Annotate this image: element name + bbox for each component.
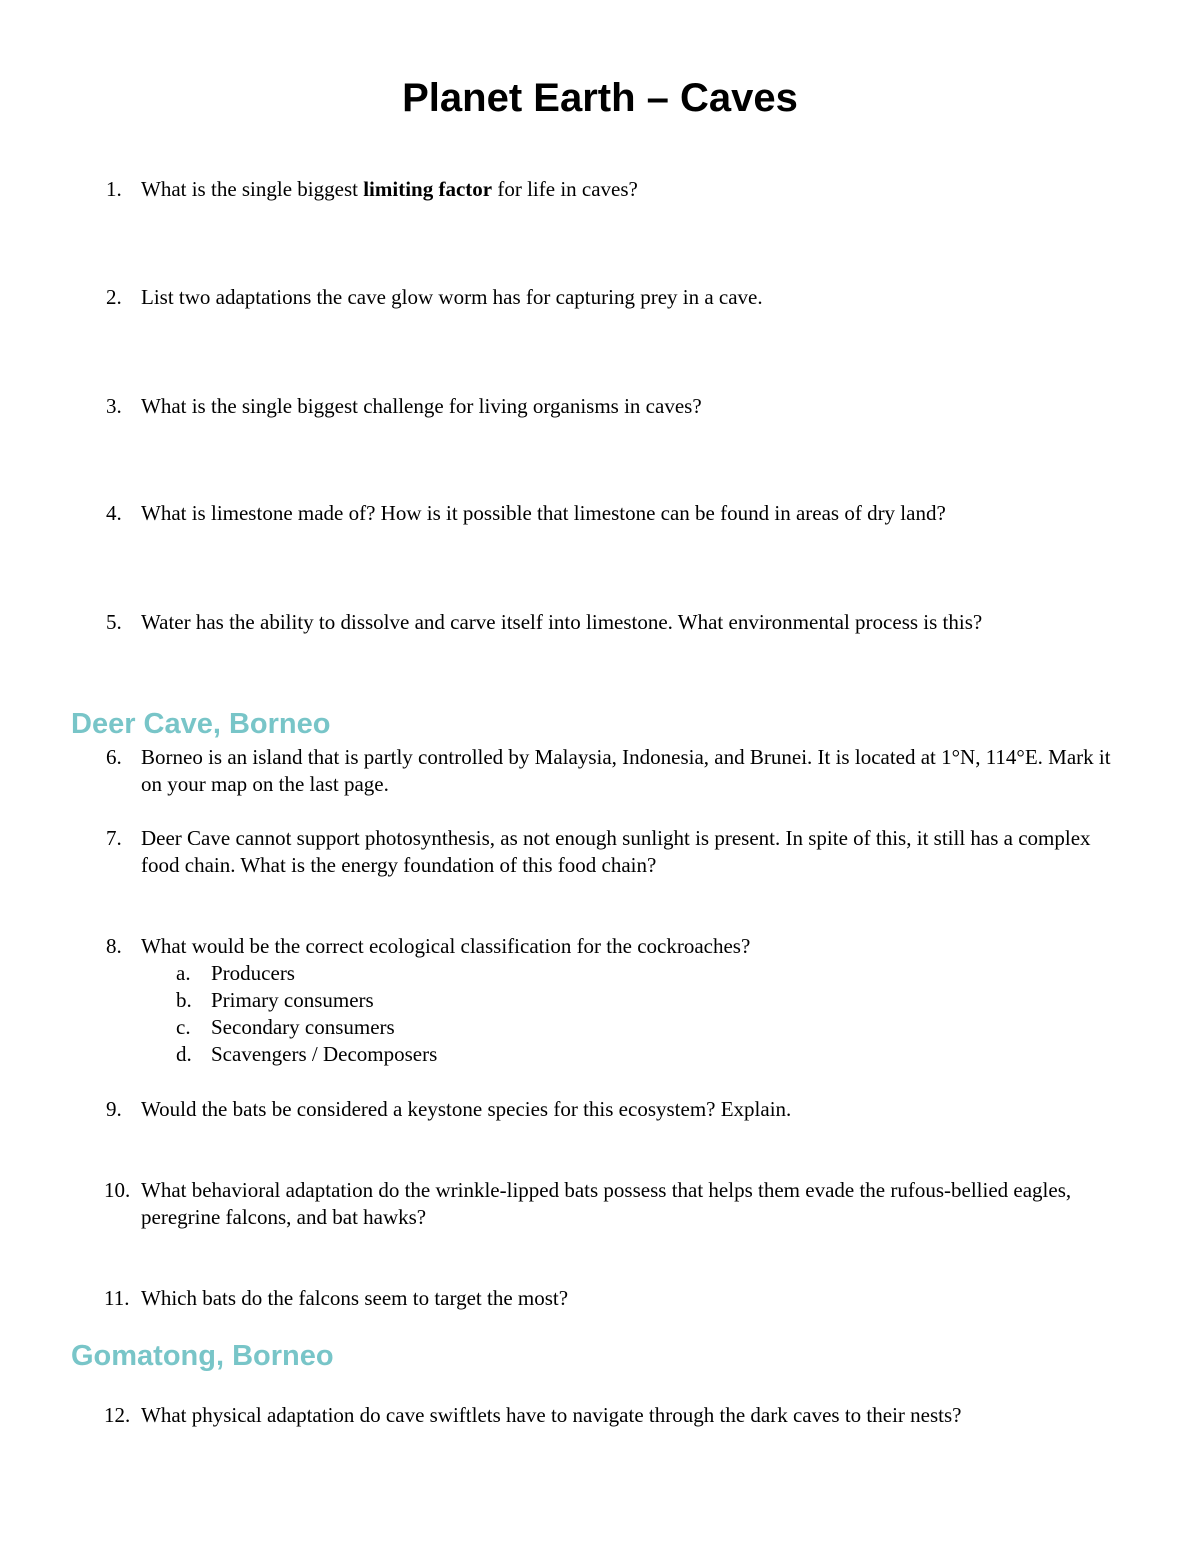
question-text: Which bats do the falcons seem to target the most? — [141, 1286, 569, 1310]
option-text: Scavengers / Decomposers — [211, 1042, 438, 1066]
question-number: 8. — [106, 934, 122, 958]
question-7 — [104, 825, 1134, 879]
section-heading-deer-cave: Deer Cave, Borneo — [71, 708, 331, 740]
question-text: List two adaptations the cave glow worm has for capturing prey in a cave. — [141, 285, 763, 309]
question-text: What is limestone made of? How is it possible that limestone can be found in areas of dry land? — [141, 501, 946, 525]
question-2 — [104, 284, 1134, 311]
question-text — [141, 176, 1134, 203]
question-text: What would be the correct ecological classification for the cockroaches? — [141, 934, 751, 958]
question-text: Water has the ability to dissolve and carve itself into limestone. What environmental process is this? — [141, 610, 983, 634]
question-number: 3. — [106, 394, 122, 418]
question-number: 1. — [106, 177, 122, 201]
question-text: Would the bats be considered a keystone species for this ecosystem? Explain. — [141, 1097, 792, 1121]
question-number: 10. — [104, 1178, 131, 1202]
question-9 — [104, 1096, 1134, 1123]
question-1 — [104, 176, 1134, 203]
option-letter: d. — [176, 1042, 192, 1066]
question-text-part: What is the single biggest — [141, 177, 364, 201]
question-number: 11. — [104, 1286, 130, 1310]
question-11 — [104, 1285, 1134, 1312]
question-5 — [104, 609, 1134, 636]
question-text-part: for life in caves? — [492, 177, 638, 201]
option-text: Producers — [211, 961, 295, 985]
option-letter: c. — [176, 1015, 191, 1039]
question-number: 9. — [106, 1097, 122, 1121]
option-letter: a. — [176, 961, 191, 985]
question-number: 4. — [106, 501, 122, 525]
question-text: What is the single biggest challenge for living organisms in caves? — [141, 394, 702, 418]
option-text: Primary consumers — [211, 988, 374, 1012]
question-12 — [104, 1402, 1134, 1429]
question-number: 12. — [104, 1403, 131, 1427]
question-text: Deer Cave cannot support photosynthesis, as not enough sunlight is present. In spite of this, it still has a complex food chain. What is the energy foundation of this food chain? — [141, 826, 1091, 877]
question-10 — [104, 1177, 1134, 1231]
question-8 — [104, 933, 1134, 960]
question-number: 6. — [106, 745, 122, 769]
option-letter: b. — [176, 988, 192, 1012]
question-number: 2. — [106, 285, 122, 309]
question-4 — [104, 500, 1134, 527]
question-text: What physical adaptation do cave swiftlets have to navigate through the dark caves to their nests? — [141, 1403, 962, 1427]
question-number: 7. — [106, 826, 122, 850]
page-title: Planet Earth – Caves — [402, 76, 798, 120]
section-heading-gomatong: Gomatong, Borneo — [71, 1340, 334, 1372]
question-number: 5. — [106, 610, 122, 634]
question-text: What behavioral adaptation do the wrinkle-lipped bats possess that helps them evade the rufous-bellied eagles, peregrine falcons, and bat hawks? — [141, 1178, 1072, 1229]
option-text: Secondary consumers — [211, 1015, 395, 1039]
question-6 — [104, 744, 1134, 798]
question-3 — [104, 393, 1134, 420]
key-term: limiting factor — [363, 177, 493, 201]
question-text: Borneo is an island that is partly controlled by Malaysia, Indonesia, and Brunei. It is located at 1°N, 114°E. Mark it on your map on the last page. — [141, 745, 1111, 796]
